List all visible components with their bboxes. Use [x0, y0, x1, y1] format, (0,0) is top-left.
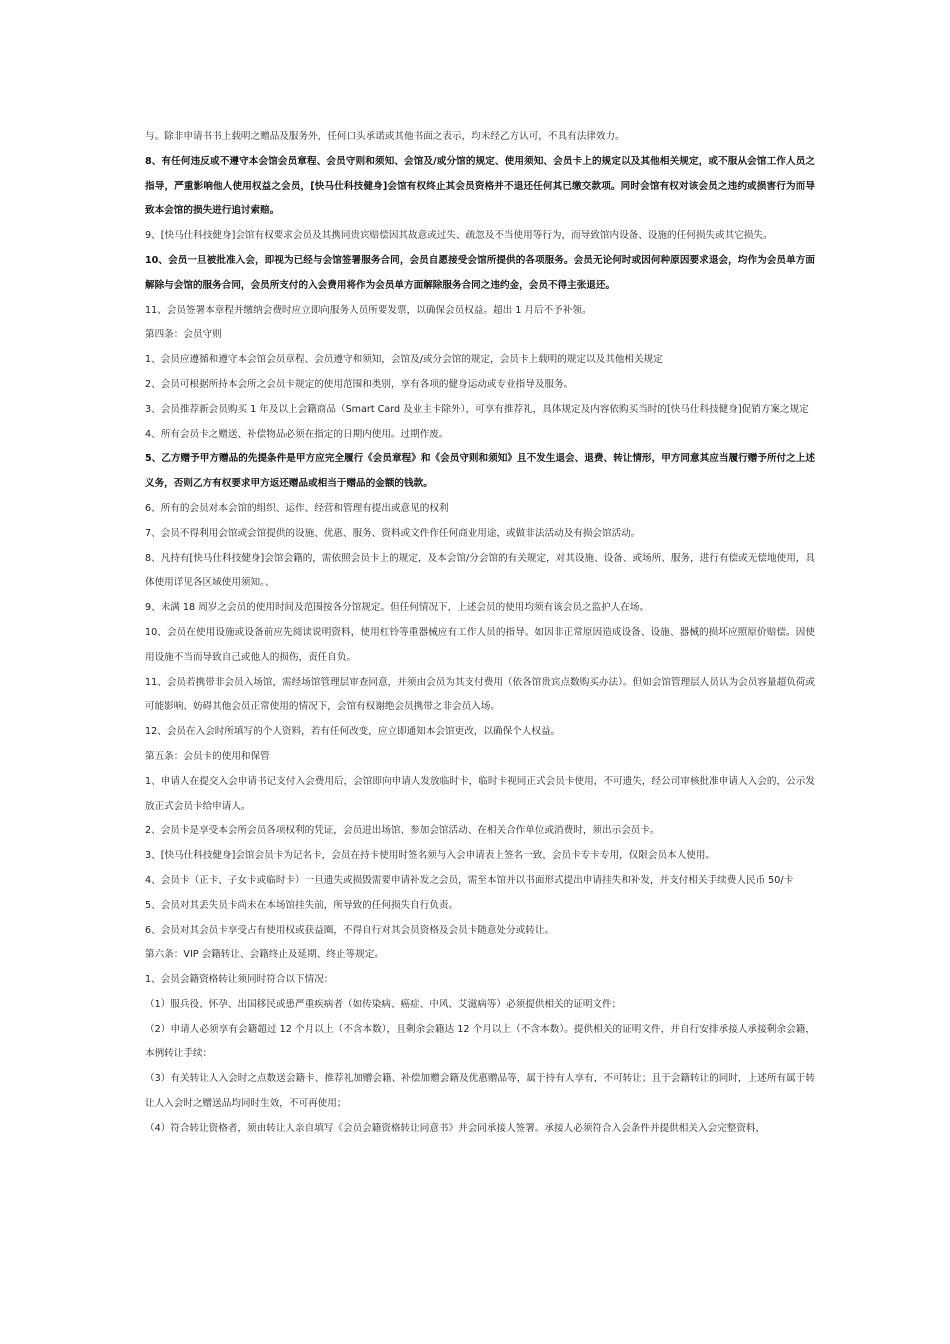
paragraph-14: 8、凡持有[快马仕科技健身]会馆会籍的，需依照会员卡上的规定，及本会馆/分会馆的有关规定，对其设施、设备、或场所、服务，进行有偿或无偿地使用，具体使用详见各区域使用须知。、 [145, 552, 815, 589]
paragraph-13: 7、会员不得利用会馆或会馆提供的设施、优惠、服务、资料或文件作任何商业用途，或做非法活动及有损会馆活动。 [145, 527, 641, 539]
paragraph-4: 10、会员一旦被批准入会，即视为已经与会馆签署服务合同，会员自愿接受会馆所提供的各项服务。会员无论何时或因何种原因要求退会，均作为会员单方面解除与会馆的服务合同，会员所支付的入会费用将作为会员单方面解除服务合同之违约金，会员不得主张退还。 [145, 254, 815, 291]
paragraph-28: （1）服兵役、怀孕、出国移民或患严重疾病者（如传染病、癌症、中风、艾滋病等）必须提供相关的证明文件； [145, 998, 622, 1010]
paragraph-31: （4）符合转让资格者，须由转让人亲自填写《会员会籍资格转让同意书》并会同承接人签署。承接人必须符合入会条件并提供相关入会完整资料， [145, 1122, 766, 1134]
paragraph-25: 6、会员对其会员卡享受占有使用权或获益圈，不得自行对其会员资格及会员卡随意处分或转让。 [145, 924, 555, 936]
paragraph-22: 3、[快马仕科技健身]会馆会员卡为记名卡，会员在持卡使用时签名须与入会申请表上签名一致，会员卡专卡专用，仅限会员本人使用。 [145, 850, 716, 862]
section-heading-5: 第五条：会员卡的使用和保管 [145, 750, 270, 762]
paragraph-17: 11、会员若携带非会员入场馆，需经场馆管理层审查同意，并须由会员为其支付费用（依各馆贵宾点数购买办法）。但如会馆管理层人员认为会员容量超负荷或可能影响、妨碍其他会员正常使用的情况下，会馆有权谢绝会员携带之非会员入场。 [145, 676, 815, 713]
paragraph-10: 4、所有会员卡之赠送、补偿物品必须在指定的日期内使用。过期作废。 [145, 428, 449, 440]
document-page [145, 125, 815, 1142]
paragraph-15: 9、未满 18 周岁之会员的使用时间及范围按各分馆规定。但任何情况下，上述会员的使用均须有该会员之监护人在场。 [145, 602, 650, 614]
section-heading-6: 第六条：VIP 会籍转让、会籍终止及延期、终止等规定。 [145, 949, 384, 961]
paragraph-23: 4、会员卡（正卡、子女卡或临时卡）一旦遗失或损毁需要申请补发之会员，需至本馆并以书面形式提出申请挂失和补发，并支付相关手续费人民币 50/卡 [145, 874, 794, 886]
paragraph-30: （3）有关转让人入会时之点数送会籍卡、推荐礼加赠会籍、补偿加赠会籍及优惠赠品等，属于持有人享有，不可转让；且于会籍转让的同时，上述所有属于转让人入会时之赠送品均同时生效，不可再使用； [145, 1073, 815, 1110]
section-heading-4: 第四条：会员守则 [145, 329, 222, 341]
paragraph-24: 5、会员对其丢失员卡尚未在本场馆挂失前，所导致的任何损失自行负责。 [145, 899, 459, 911]
paragraph-3: 9、[快马仕科技健身]会馆有权要求会员及其携同贵宾赔偿因其故意或过失、疏忽及不当使用等行为，而导致馆内设备、设施的任何损失或其它损失。 [145, 230, 773, 242]
paragraph-11: 5、乙方赠予甲方赠品的先提条件是甲方应完全履行《会员章程》和《会员守则和须知》且不发生退会、退费、转让情形，甲方同意其应当履行赠予所付之上述义务，否则乙方有权要求甲方返还赠品或相当于赠品的金额的钱款。 [145, 453, 815, 490]
paragraph-29: （2）申请人必须享有会籍超过 12 个月以上（不含本数），且剩余会籍达 12 个月以上（不含本数）。提供相关的证明文件，并自行安排承接人承接剩余会籍，本例转让手续： [145, 1023, 815, 1060]
paragraph-7: 1、会员应遵循和遵守本会馆会员章程、会员遵守和须知，会馆及/或分会馆的规定，会员卡上载明的规定以及其他相关规定 [145, 354, 663, 366]
paragraph-1: 与。除非申请书书上载明之赠品及服务外，任何口头承诺或其他书面之表示，均未经乙方认可，不具有法律效力。 [145, 131, 625, 142]
paragraph-2: 8、有任何违反或不遵守本会馆会员章程、会员守则和须知、会馆及/或分馆的规定、使用须知、会员卡上的规定以及其他相关规定，或不服从会馆工作人员之指导，严重影响他人使用权益之会员，[快马仕科技健身]会馆有权终止其会员资格并不退还任何其已缴交款项。同时会馆有权对该会员之违约或损害行为而导致本会馆的损失进行追讨索赔。 [145, 155, 815, 217]
paragraph-8: 2、会员可根据所持本会所之会员卡规定的使用范围和类别，享有各项的健身运动或专业指导及服务。 [145, 378, 574, 390]
paragraph-9: 3、会员推荐新会员购买 1 年及以上会籍商品（Smart Card 及业主卡除外），可享有推荐礼，具体规定及内容依购买当时的[快马仕科技健身]促销方案之规定 [145, 403, 809, 415]
paragraph-12: 6、所有的会员对本会馆的组织、运作、经营和管理有提出或意见的权利 [145, 502, 449, 514]
paragraph-16: 10、会员在使用设施或设备前应先阅读说明资料，使用杠铃等重器械应有工作人员的指导。如因非正常原因造成设备、设施、器械的损坏应照原价赔偿。因使用设施不当而导致自己或他人的损伤，责任自负。 [145, 626, 815, 663]
paragraph-21: 2、会员卡是享受本会所会员各项权利的凭证，会员进出场馆、参加会馆活动、在相关合作单位或消费时，须出示会员卡。 [145, 825, 660, 837]
paragraph-20: 1、申请人在提交入会申请书记支付入会费用后，会馆即向申请人发放临时卡，临时卡视同正式会员卡使用，不可遗失，经公司审核批准申请人入会的，公示发放正式会员卡给申请人。 [145, 775, 815, 812]
paragraph-27: 1、会员会籍资格转让须同时符合以下情况： [145, 974, 334, 986]
paragraph-18: 12、会员在入会时所填写的个人资料，若有任何改变，应立即通知本会馆更改，以确保个人权益。 [145, 726, 561, 738]
paragraph-5: 11、会员签署本章程并缴纳会费时应立即向服务人员所要发票，以确保会员权益。超出 1 月后不予补领。 [145, 304, 592, 316]
